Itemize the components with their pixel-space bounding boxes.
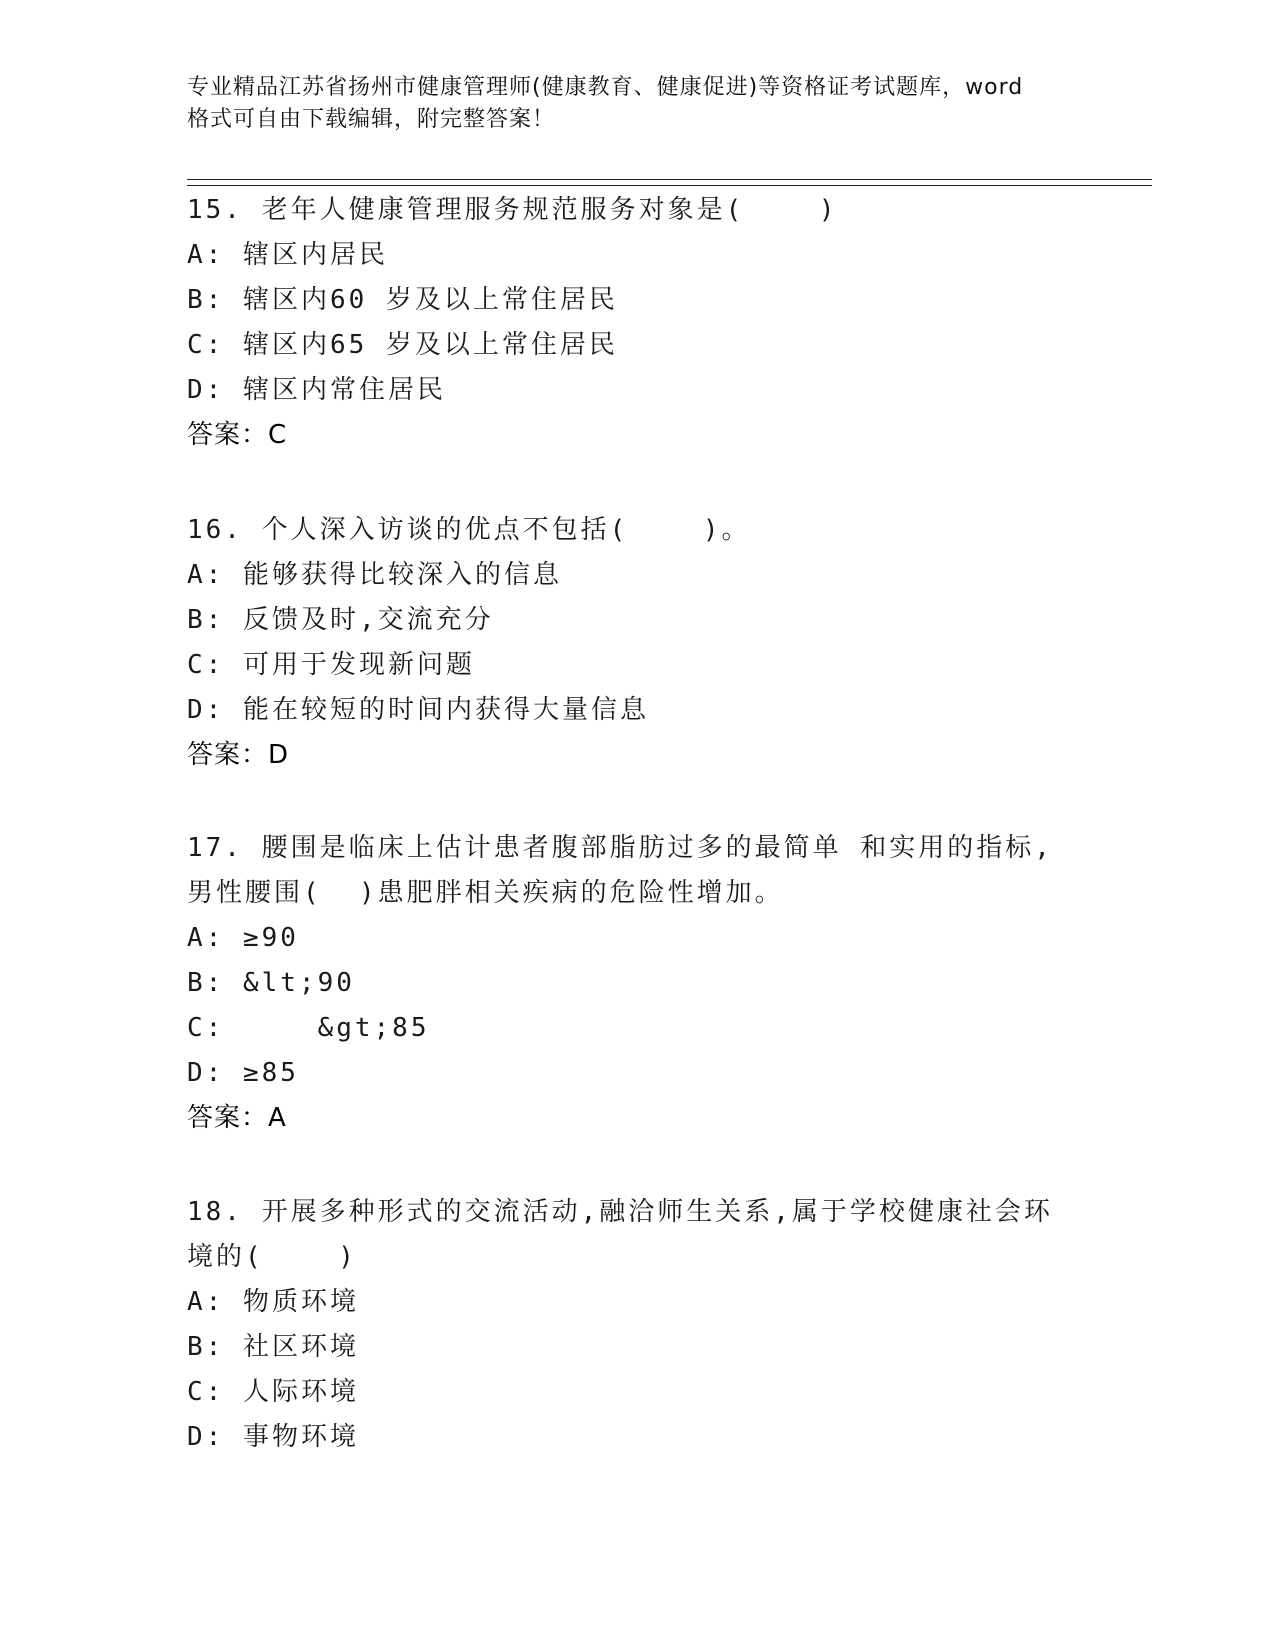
question-18 <box>187 1190 1087 1460</box>
option-a: A: ≥90 <box>187 923 299 953</box>
question-stem: 16. 个人深入访谈的优点不包括( )。 <box>187 515 751 545</box>
option-a: A: 物质环境 <box>187 1287 359 1317</box>
option-b: B: 社区环境 <box>187 1332 359 1362</box>
option-d: D: 事物环境 <box>187 1422 359 1452</box>
option-d: D: 能在较短的时间内获得大量信息 <box>187 695 649 725</box>
question-stem: 15. 老年人健康管理服务规范服务对象是( ) <box>187 195 838 225</box>
header-divider-bottom <box>187 185 1152 186</box>
document-header <box>187 72 1087 136</box>
answer-label: 答案：A <box>187 1103 287 1133</box>
option-d: D: 辖区内常住居民 <box>187 375 446 405</box>
question-stem: 18. 开展多种形式的交流活动,融洽师生关系,属于学校健康社会环境的( ) <box>187 1197 1053 1272</box>
header-divider-top <box>187 179 1152 180</box>
header-line-2: 格式可自由下载编辑，附完整答案！ <box>187 107 556 132</box>
answer-label: 答案：C <box>187 420 288 450</box>
option-b: B: 反馈及时,交流充分 <box>187 605 494 635</box>
option-c: C: &gt;85 <box>187 1013 430 1043</box>
option-c: C: 可用于发现新问题 <box>187 650 475 680</box>
question-15 <box>187 188 1087 458</box>
option-c: C: 人际环境 <box>187 1377 359 1407</box>
answer-label: 答案：D <box>187 740 290 770</box>
option-b: B: 辖区内60 岁及以上常住居民 <box>187 285 618 315</box>
option-d: D: ≥85 <box>187 1058 299 1088</box>
option-a: A: 辖区内居民 <box>187 240 388 270</box>
header-line-1: 专业精品江苏省扬州市健康管理师(健康教育、健康促进)等资格证考试题库，word <box>187 75 1024 100</box>
option-a: A: 能够获得比较深入的信息 <box>187 560 562 590</box>
question-16 <box>187 508 1087 778</box>
option-c: C: 辖区内65 岁及以上常住居民 <box>187 330 618 360</box>
option-b: B: &lt;90 <box>187 968 355 998</box>
question-17 <box>187 826 1087 1141</box>
question-stem: 17. 腰围是临床上估计患者腹部脂肪过多的最简单 和实用的指标,男性腰围( )患肥胖相关疾病的危险性增加。 <box>187 833 1053 908</box>
